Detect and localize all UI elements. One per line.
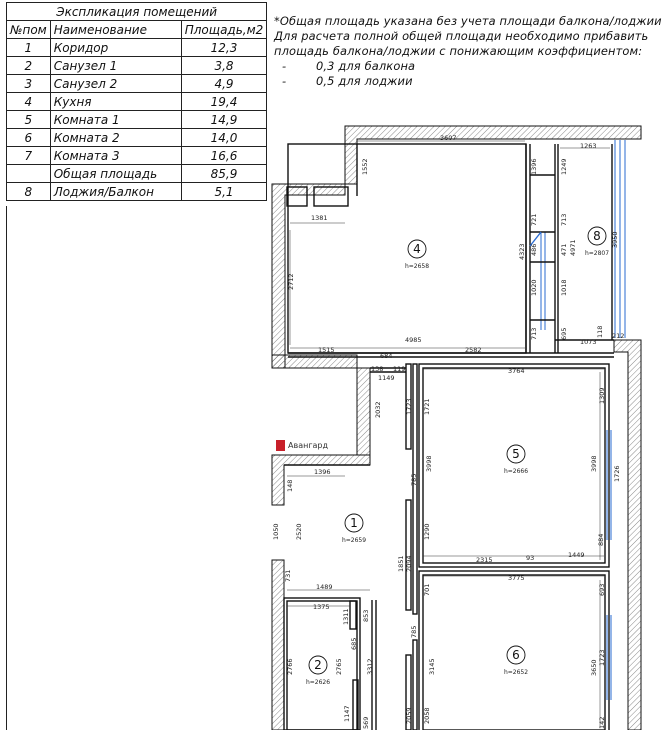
row-area: 12,3 xyxy=(181,39,267,57)
row-num: 1 xyxy=(7,39,51,57)
room-number: 5 xyxy=(512,447,520,461)
row-area: 5,1 xyxy=(181,183,267,201)
dim-label: 3607 xyxy=(440,134,457,142)
dim-label: 713 xyxy=(530,327,538,340)
room-height: h=2659 xyxy=(341,537,367,544)
dim-label: 1723 xyxy=(405,398,413,415)
row-num: 3 xyxy=(7,75,51,93)
dim-label: 3312 xyxy=(366,658,374,675)
row-name: Коридор xyxy=(50,39,181,57)
dim-label: 1375 xyxy=(313,603,330,611)
room-height: h=2626 xyxy=(305,679,331,686)
row-area: 14,9 xyxy=(181,111,267,129)
dim-label: 1149 xyxy=(378,374,395,382)
dim-label: 721 xyxy=(530,213,538,226)
dim-label: 4985 xyxy=(405,336,422,344)
company-logo xyxy=(276,440,328,451)
note-line: площадь балкона/лоджии с понижающим коэффициентом: xyxy=(274,44,643,58)
row-area: 19,4 xyxy=(181,93,267,111)
row-area: 16,6 xyxy=(181,147,267,165)
dim-label: 853 xyxy=(362,609,370,622)
row-name: Кухня xyxy=(50,93,181,111)
dim-label: 785 xyxy=(410,625,418,638)
dim-label: 2032 xyxy=(374,401,382,418)
dim-label: 3998 xyxy=(590,455,598,472)
dim-label: 212 xyxy=(612,332,625,340)
dim-label: 1396 xyxy=(530,158,538,175)
room-number: 2 xyxy=(314,658,322,672)
row-num: 2 xyxy=(7,57,51,75)
dim-label: 713 xyxy=(560,213,568,226)
dim-label: 695 xyxy=(560,327,568,340)
row-name: Лоджия/Балкон xyxy=(50,183,181,201)
dim-label: 2059 xyxy=(405,707,413,724)
dim-label: 785 xyxy=(410,473,418,486)
dim-label: 1073 xyxy=(580,338,597,346)
dim-label: 1147 xyxy=(343,705,351,722)
logo-mark-icon xyxy=(276,440,285,451)
dim-label: 2766 xyxy=(286,658,294,675)
room-height: h=2666 xyxy=(503,468,529,475)
row-name: Комната 1 xyxy=(50,111,181,129)
inner-walls xyxy=(284,144,614,730)
note-line: Для расчета полной общей площади необходимо прибавить xyxy=(274,29,649,43)
dim-label: 119 xyxy=(393,365,406,373)
dim-label: 2582 xyxy=(465,346,482,354)
dim-label: 2094 xyxy=(405,555,413,572)
dim-label: 142 xyxy=(598,716,606,729)
dim-label: 1721 xyxy=(423,398,431,415)
dim-label: 2765 xyxy=(335,658,343,675)
room-height: h=2658 xyxy=(404,263,430,270)
header-name: Наименование xyxy=(50,21,181,39)
dim-label: 1381 xyxy=(311,214,328,222)
dim-label: 1851 xyxy=(397,555,405,572)
row-name: Общая площадь xyxy=(50,165,181,183)
dim-label: 4971 xyxy=(569,239,577,256)
dim-label: 701 xyxy=(423,583,431,596)
dim-label: 486 xyxy=(530,243,538,256)
row-num: 6 xyxy=(7,129,51,147)
room-number: 8 xyxy=(593,229,601,243)
row-area: 4,9 xyxy=(181,75,267,93)
row-num: 4 xyxy=(7,93,51,111)
dim-label: 3998 xyxy=(425,455,433,472)
dim-label: 1396 xyxy=(314,468,331,476)
dim-label: 3145 xyxy=(428,658,436,675)
room-height: h=2652 xyxy=(503,669,529,676)
dim-label: 2315 xyxy=(476,556,493,564)
row-num: 7 xyxy=(7,147,51,165)
row-area: 85,9 xyxy=(181,165,267,183)
row-name: Комната 3 xyxy=(50,147,181,165)
row-name: Комната 2 xyxy=(50,129,181,147)
dim-label: 2520 xyxy=(295,523,303,540)
dim-label: 1018 xyxy=(560,279,568,296)
header-area: Площадь,м2 xyxy=(181,21,267,39)
dim-label: 1515 xyxy=(318,346,335,354)
dim-label: 685 xyxy=(350,637,358,650)
dim-label: 1263 xyxy=(580,142,597,150)
row-num: 8 xyxy=(7,183,51,201)
dim-label: 93 xyxy=(526,554,535,562)
dim-label: 684 xyxy=(380,352,393,360)
header-num: №пом xyxy=(7,21,51,39)
dim-label: 3775 xyxy=(508,574,525,582)
dim-label: 1449 xyxy=(568,551,585,559)
dim-label: 1726 xyxy=(613,465,621,482)
room-number: 6 xyxy=(512,648,520,662)
dim-label: 3650 xyxy=(590,659,598,676)
dim-label: 731 xyxy=(284,569,292,582)
note-item: - 0,3 для балкона xyxy=(282,59,416,73)
dim-label: 1309 xyxy=(598,387,606,404)
dim-label: 138 xyxy=(371,365,384,373)
dim-label: 1552 xyxy=(361,158,369,175)
dim-label: 4323 xyxy=(518,243,526,260)
dim-label: 118 xyxy=(596,325,604,338)
dimension-lines xyxy=(287,141,610,728)
dim-label: 569 xyxy=(362,716,370,729)
room-height: h=2807 xyxy=(584,250,610,257)
dim-label: 1020 xyxy=(530,279,538,296)
dim-label: 1489 xyxy=(316,583,333,591)
row-area: 14,0 xyxy=(181,129,267,147)
row-num: 5 xyxy=(7,111,51,129)
dim-label: 1723 xyxy=(598,649,606,666)
room-number: 4 xyxy=(413,242,421,256)
note-line: *Общая площадь указана без учета площади балкона/лоджии xyxy=(274,14,662,28)
dim-label: 3950 xyxy=(611,231,619,248)
dim-label: 1311 xyxy=(342,608,350,625)
dim-label: 2712 xyxy=(287,273,295,290)
note-item: - 0,5 для лоджии xyxy=(282,74,413,88)
row-area: 3,8 xyxy=(181,57,267,75)
dim-label: 1249 xyxy=(560,158,568,175)
dim-label: 148 xyxy=(286,479,294,492)
row-name: Санузел 2 xyxy=(50,75,181,93)
dim-label: 3764 xyxy=(508,367,525,375)
room-number: 1 xyxy=(350,516,358,530)
table-caption: Экспликация помещений xyxy=(7,3,267,21)
dim-label: 1290 xyxy=(423,523,431,540)
dim-label: 1050 xyxy=(272,523,280,540)
dim-label: 884 xyxy=(597,533,605,546)
row-name: Санузел 1 xyxy=(50,57,181,75)
dim-label: 693 xyxy=(598,583,606,596)
dim-label: 471 xyxy=(560,243,568,256)
dim-label: 2058 xyxy=(423,707,431,724)
logo-text: Авангард xyxy=(288,441,329,450)
